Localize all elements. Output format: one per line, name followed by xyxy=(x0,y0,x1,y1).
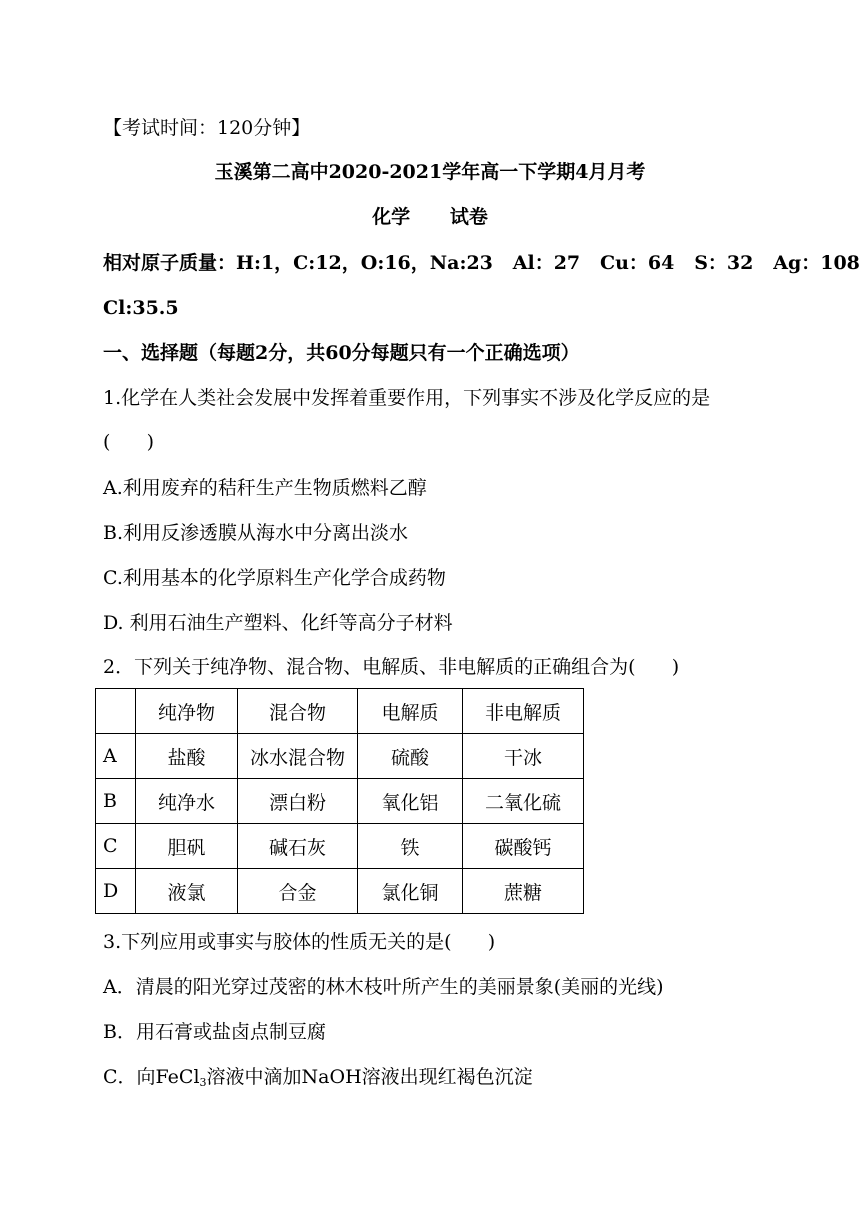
table-cell: 碳酸钙 xyxy=(463,824,584,869)
table-row xyxy=(96,869,584,914)
table-cell: 纯净水 xyxy=(136,779,238,824)
section-heading: 一、选择题（每题2分，共60分每题只有一个正确选项） xyxy=(103,342,580,364)
q1-blank: ( ) xyxy=(103,431,155,453)
q1-option-a: A.利用废弃的秸秆生产生物质燃料乙醇 xyxy=(103,477,427,499)
q2-table xyxy=(95,688,584,914)
atomic-masses-line1: 相对原子质量：H:1，C:12，O:16，Na:23 Al：27 Cu：64 S：32 Ag：108 xyxy=(103,252,860,274)
table-cell: 合金 xyxy=(238,869,358,914)
table-cell: 液氯 xyxy=(136,869,238,914)
q1-stem: 1.化学在人类社会发展中发挥着重要作用，下列事实不涉及化学反应的是 xyxy=(103,387,711,409)
row-label: A xyxy=(96,734,136,779)
row-label: C xyxy=(96,824,136,869)
exam-time: 【考试时间：120分钟】 xyxy=(103,117,311,139)
table-cell: 干冰 xyxy=(463,734,584,779)
table-row xyxy=(96,779,584,824)
exam-title: 玉溪第二高中2020-2021学年高一下学期4月月考 xyxy=(214,161,646,183)
table-cell: 氯化铜 xyxy=(358,869,463,914)
q3-option-c-prefix: C．向FeCl xyxy=(103,1066,200,1088)
q2-stem: 2．下列关于纯净物、混合物、电解质、非电解质的正确组合为( ) xyxy=(103,656,680,678)
header-cell: 纯净物 xyxy=(136,689,238,734)
table-cell: 碱石灰 xyxy=(238,824,358,869)
q3-option-a: A．清晨的阳光穿过茂密的林木枝叶所产生的美丽景象(美丽的光线) xyxy=(103,976,664,998)
table-cell: 氧化铝 xyxy=(358,779,463,824)
header-cell: 非电解质 xyxy=(463,689,584,734)
header-cell xyxy=(96,689,136,734)
table-cell: 铁 xyxy=(358,824,463,869)
atomic-masses-line2: Cl:35.5 xyxy=(103,297,179,319)
table-cell: 胆矾 xyxy=(136,824,238,869)
header-cell: 电解质 xyxy=(358,689,463,734)
table-cell: 硫酸 xyxy=(358,734,463,779)
row-label: B xyxy=(96,779,136,824)
q3-stem: 3.下列应用或事实与胶体的性质无关的是( ) xyxy=(103,931,496,953)
table-cell: 蔗糖 xyxy=(463,869,584,914)
header-cell: 混合物 xyxy=(238,689,358,734)
table-cell: 二氧化硫 xyxy=(463,779,584,824)
table-row xyxy=(96,734,584,779)
q1-option-c: C.利用基本的化学原料生产化学合成药物 xyxy=(103,567,446,589)
q3-option-b: B．用石膏或盐卤点制豆腐 xyxy=(103,1021,326,1043)
q3-option-c-subscript: 3 xyxy=(199,1076,207,1089)
row-label: D xyxy=(96,869,136,914)
table-cell: 盐酸 xyxy=(136,734,238,779)
table-cell: 冰水混合物 xyxy=(238,734,358,779)
table-cell: 漂白粉 xyxy=(238,779,358,824)
q3-option-c-suffix: 溶液中滴加NaOH溶液出现红褐色沉淀 xyxy=(206,1066,533,1088)
q1-option-b: B.利用反渗透膜从海水中分离出淡水 xyxy=(103,522,409,544)
table-row xyxy=(96,824,584,869)
q3-option-c xyxy=(103,1065,533,1089)
q1-option-d: D. 利用石油生产塑料、化纤等高分子材料 xyxy=(103,612,453,634)
exam-subtitle: 化学 试卷 xyxy=(372,206,488,228)
table-header-row xyxy=(96,689,584,734)
